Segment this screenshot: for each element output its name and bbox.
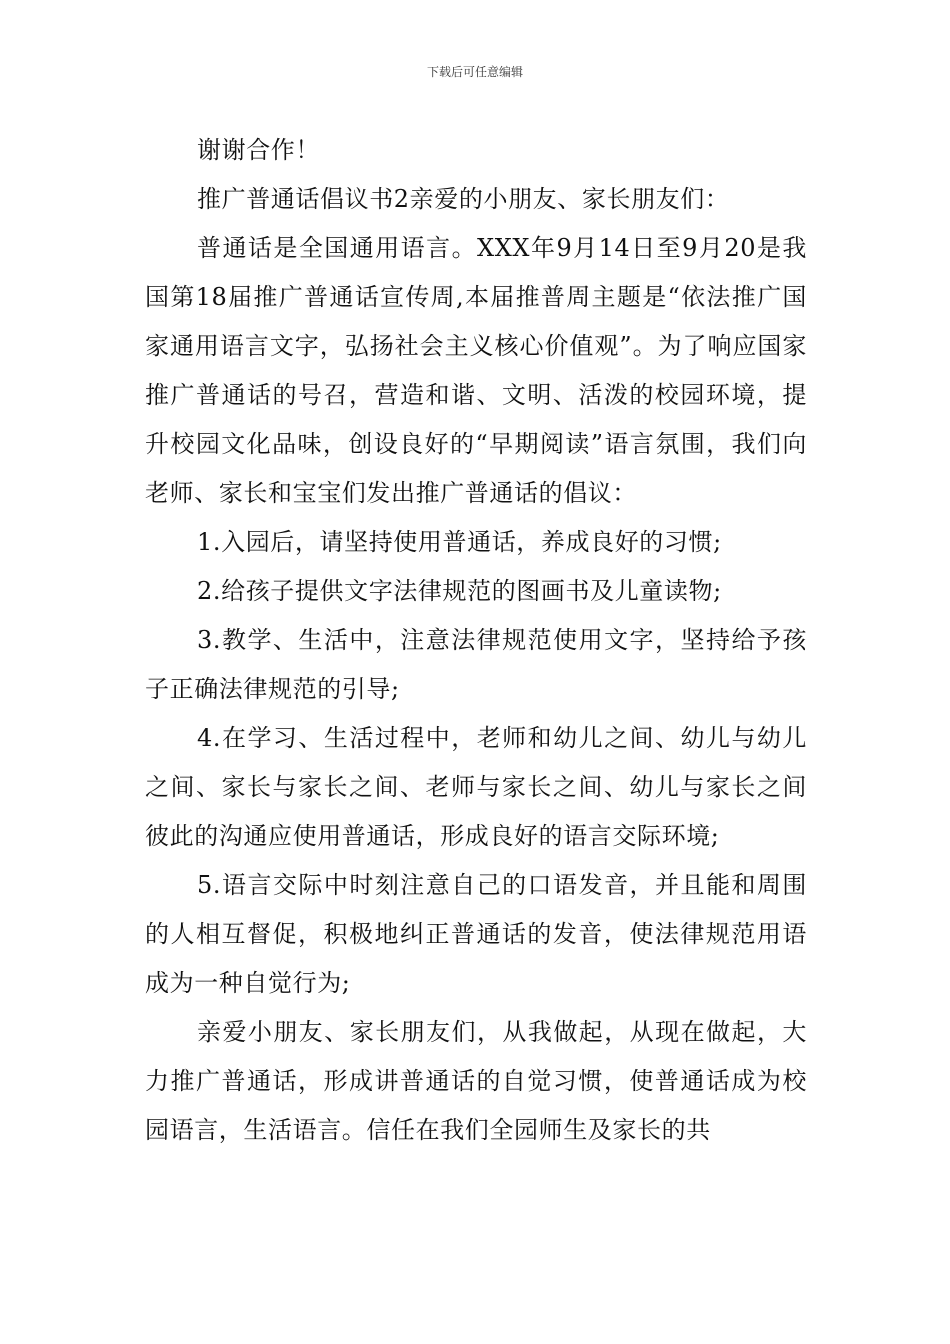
page-header-note: 下载后可任意编辑 — [426, 65, 523, 79]
list-item-5: 5.语言交际中时刻注意自己的口语发音，并且能和周围的人相互督促，积极地纠正普通话的发音，使法律规范用语成为一种自觉行为; — [145, 871, 807, 997]
list-item-2: 2.给孩子提供文字法律规范的图画书及儿童读物; — [197, 577, 722, 605]
proposal-title-paragraph: 推广普通话倡议书2亲爱的小朋友、家长朋友们： — [197, 185, 730, 213]
intro-paragraph: 普通话是全国通用语言。XXX年9月14日至9月20是我国第18届推广普通话宣传周,本届推普周主题是“依法推广国家通用语言文字，弘扬社会主义核心价值观”。为了响应国家推广普通话的号召，营造和谐、文明、活泼的校园环境，提升校园文化品味，创设良好的“早期阅读”语言氛围，我们向老师、家长和宝宝们发出推广普通话的倡议： — [145, 234, 807, 507]
list-item-4: 4.在学习、生活过程中，老师和幼儿之间、幼儿与幼儿之间、家长与家长之间、老师与家长之间、幼儿与家长之间彼此的沟通应使用普通话，形成良好的语言交际环境; — [145, 724, 807, 850]
list-item-3: 3.教学、生活中，注意法律规范使用文字，坚持给予孩子正确法律规范的引导; — [145, 626, 807, 703]
document-body — [145, 126, 807, 1155]
list-item-1: 1.入园后，请坚持使用普通话，养成良好的习惯; — [197, 528, 722, 556]
closing-thanks-paragraph: 谢谢合作！ — [197, 136, 320, 164]
appeal-paragraph: 亲爱小朋友、家长朋友们，从我做起，从现在做起，大力推广普通话，形成讲普通话的自觉习惯，使普通话成为校园语言，生活语言。信任在我们全园师生及家长的共 — [145, 1018, 807, 1144]
